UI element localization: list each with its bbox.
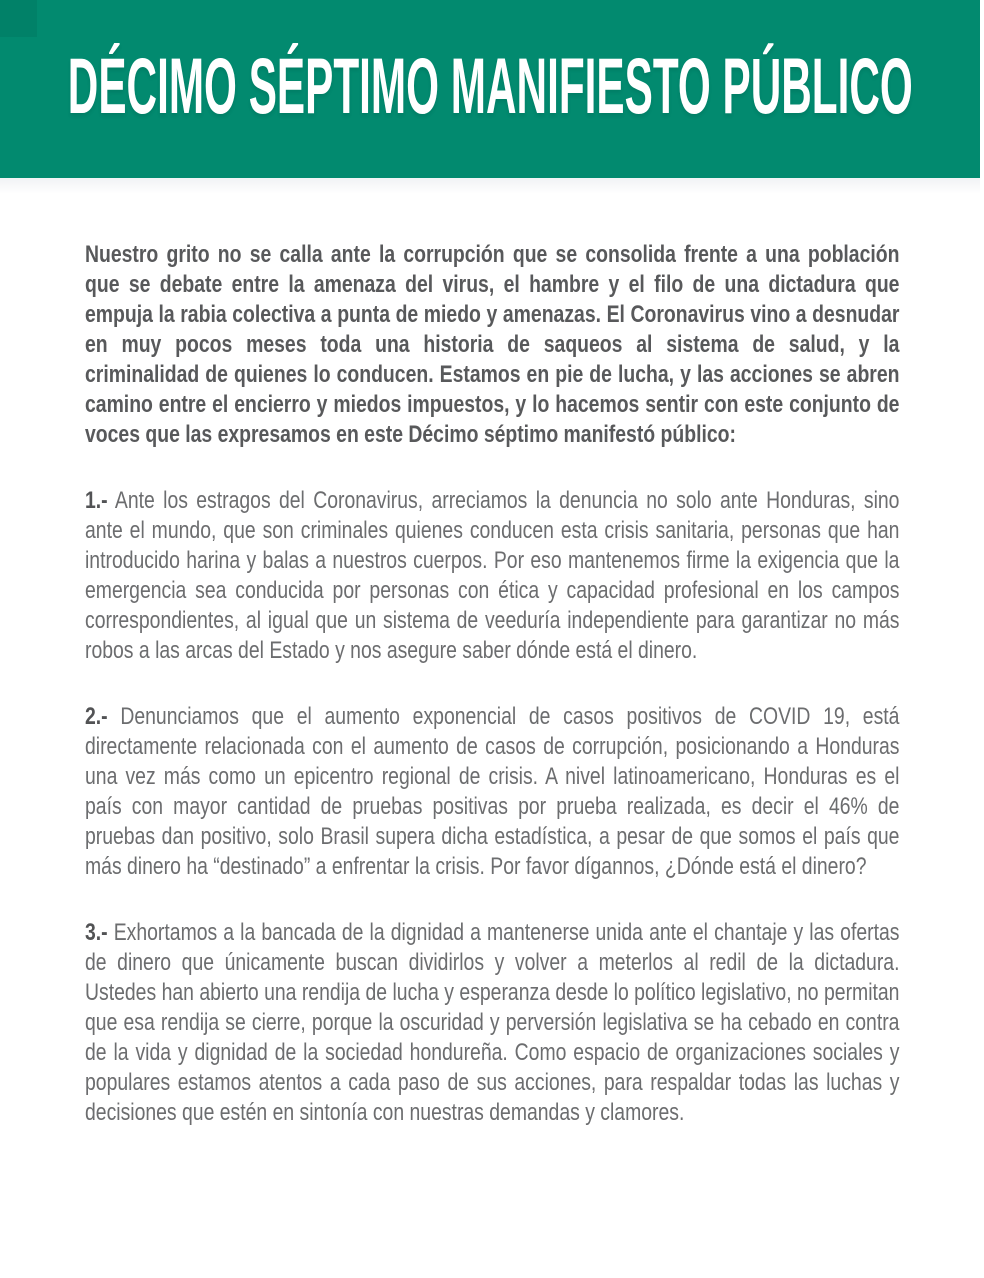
page-title: DÉCIMO SÉPTIMO MANIFIESTO PÚBLICO — [67, 40, 913, 130]
manifesto-paragraph-3 — [85, 918, 899, 1128]
header-shadow — [0, 178, 980, 194]
header-banner — [0, 0, 980, 178]
header-corner-accent — [0, 0, 37, 37]
paragraph-text: Denunciamos que el aumento exponencial de casos positivos de COVID 19, está directamente relacionada con el aumento de casos de corrupción, posicionando a Honduras una vez más como un epicentro regional de crisis. A nivel latinoamericano, Honduras es el país con mayor cantidad de pruebas positivas por prueba realizada, es decir el 46% de pruebas dan positivo, solo Brasil supera dicha estadística, a pesar de que somos el país que más dinero ha “destinado” a enfrentar la crisis. Por favor dígannos, ¿Dónde está el dinero? — [85, 703, 900, 880]
document-body — [0, 194, 900, 1128]
intro-paragraph: Nuestro grito no se calla ante la corrupción que se consolida frente a una población que se debate entre la amenaza del virus, el hambre y el filo de una dictadura que empuja la rabia colectiva a punta de miedo y amenazas. El Coronavirus vino a desnudar en muy pocos meses toda una historia de saqueos al sistema de salud, y la criminalidad de quienes lo conducen. Estamos en pie de lucha, y las acciones se abren camino entre el encierro y miedos impuestos, y lo hacemos sentir con este conjunto de voces que las expresamos en este Décimo séptimo manifestó público: — [85, 241, 900, 448]
paragraph-text: Exhortamos a la bancada de la dignidad a mantenerse unida ante el chantaje y las ofertas de dinero que únicamente buscan dividirlos y volver a meterlos al redil de la dictadura. Ustedes han abierto una rendija de lucha y esperanza desde lo político legislativo, no permitan que esa rendija se cierre, porque la oscuridad y perversión legislativa se ha cebado en contra de la vida y dignidad de la sociedad hondureña. Como espacio de organizaciones sociales y populares estamos atentos a cada paso de sus acciones, para respaldar todas las luchas y decisiones que estén en sintonía con nuestras demandas y clamores. — [85, 919, 900, 1126]
paragraph-number: 2.- — [85, 703, 108, 730]
manifesto-paragraph-2 — [85, 702, 899, 882]
manifesto-paragraph-1 — [85, 486, 899, 666]
paragraph-number: 3.- — [85, 919, 108, 946]
paragraph-number: 1.- — [85, 487, 108, 514]
paragraph-text: Ante los estragos del Coronavirus, arreciamos la denuncia no solo ante Honduras, sino ante el mundo, que son criminales quienes conducen esta crisis sanitaria, personas que han introducido harina y balas a nuestros cuerpos. Por eso mantenemos firme la exigencia que la emergencia sea conducida por personas con ética y capacidad profesional en los campos correspondientes, al igual que un sistema de veeduría independiente para garantizar no más robos a las arcas del Estado y nos asegure saber dónde está el dinero. — [85, 487, 900, 664]
